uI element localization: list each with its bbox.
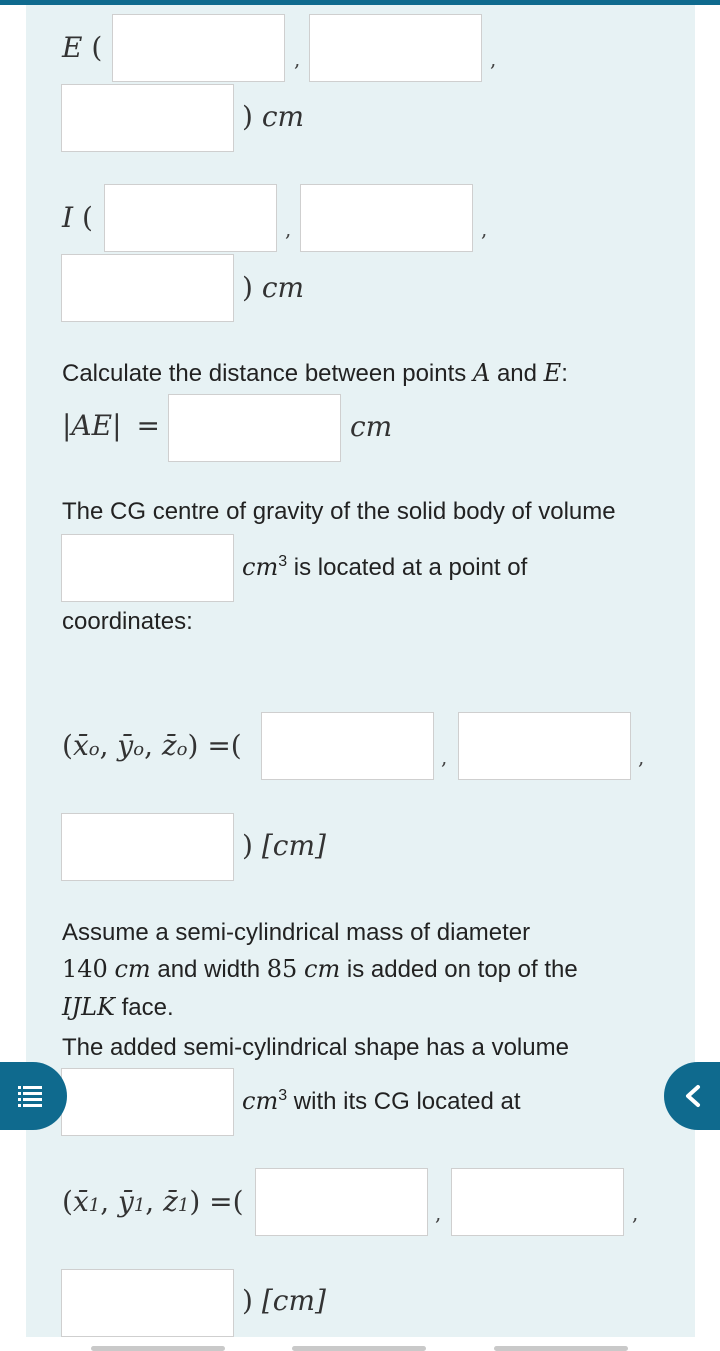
i-y-input[interactable] — [300, 184, 473, 252]
chevron-left-icon — [683, 1084, 703, 1108]
cg-added-x-input[interactable] — [255, 1168, 428, 1236]
comma: , — [638, 745, 645, 769]
i-x-input[interactable] — [104, 184, 277, 252]
point-i-label: I ( — [62, 201, 93, 234]
distance-prompt: Calculate the distance between points A and E: — [62, 359, 568, 387]
page-indicator-3[interactable] — [494, 1346, 628, 1351]
comma: , — [294, 47, 301, 71]
list-icon — [18, 1085, 42, 1107]
cg-added-close: ) [cm] — [242, 1284, 326, 1317]
page-indicator-2[interactable] — [292, 1346, 426, 1351]
cg-body-y-input[interactable] — [458, 712, 631, 780]
cg-body-line1: The CG centre of gravity of the solid body of volume — [62, 498, 616, 525]
cg-body-close: ) [cm] — [242, 829, 326, 862]
distance-lhs: |AE| = — [62, 409, 160, 442]
cg-body-x-input[interactable] — [261, 712, 434, 780]
comma: , — [435, 1201, 442, 1225]
cg-added-z-input[interactable] — [61, 1269, 234, 1337]
comma: , — [490, 47, 497, 71]
cg-body-lhs: (x̄o, ȳo, z̄o) =( — [62, 729, 242, 762]
cg-body-line2: $cm^3$ is located at a point of — [242, 553, 528, 581]
i-close-unit: ) cm — [242, 271, 305, 304]
distance-input[interactable] — [168, 394, 341, 462]
added-volume-input[interactable] — [61, 1068, 234, 1136]
page-indicator-1[interactable] — [91, 1346, 225, 1351]
point-e-label: E ( — [62, 31, 103, 64]
semi-cyl-vol-line: The added semi-cylindrical shape has a volume — [62, 1034, 569, 1061]
body-volume-input[interactable] — [61, 534, 234, 602]
cg-body-z-input[interactable] — [61, 813, 234, 881]
semi-cyl-cg-line: $cm^3$ with its CG located at — [242, 1087, 521, 1115]
semi-cyl-line1: Assume a semi-cylindrical mass of diameter — [62, 919, 531, 946]
i-z-input[interactable] — [61, 254, 234, 322]
question-panel — [26, 5, 695, 1337]
semi-cyl-line2: 140 cm and width 85 cm is added on top of the — [62, 955, 578, 983]
distance-unit: cm — [350, 410, 393, 443]
comma: , — [441, 745, 448, 769]
comma: , — [285, 217, 292, 241]
cg-added-lhs: (x̄1, ȳ1, z̄1) =( — [62, 1185, 244, 1218]
e-close-unit: ) cm — [242, 100, 305, 133]
e-y-input[interactable] — [309, 14, 482, 82]
cg-body-line3: coordinates: — [62, 608, 193, 635]
e-z-input[interactable] — [61, 84, 234, 152]
e-x-input[interactable] — [112, 14, 285, 82]
comma: , — [481, 217, 488, 241]
menu-button[interactable] — [0, 1062, 67, 1130]
cg-added-y-input[interactable] — [451, 1168, 624, 1236]
comma: , — [632, 1201, 639, 1225]
semi-cyl-line3: IJLK face. — [62, 993, 174, 1021]
